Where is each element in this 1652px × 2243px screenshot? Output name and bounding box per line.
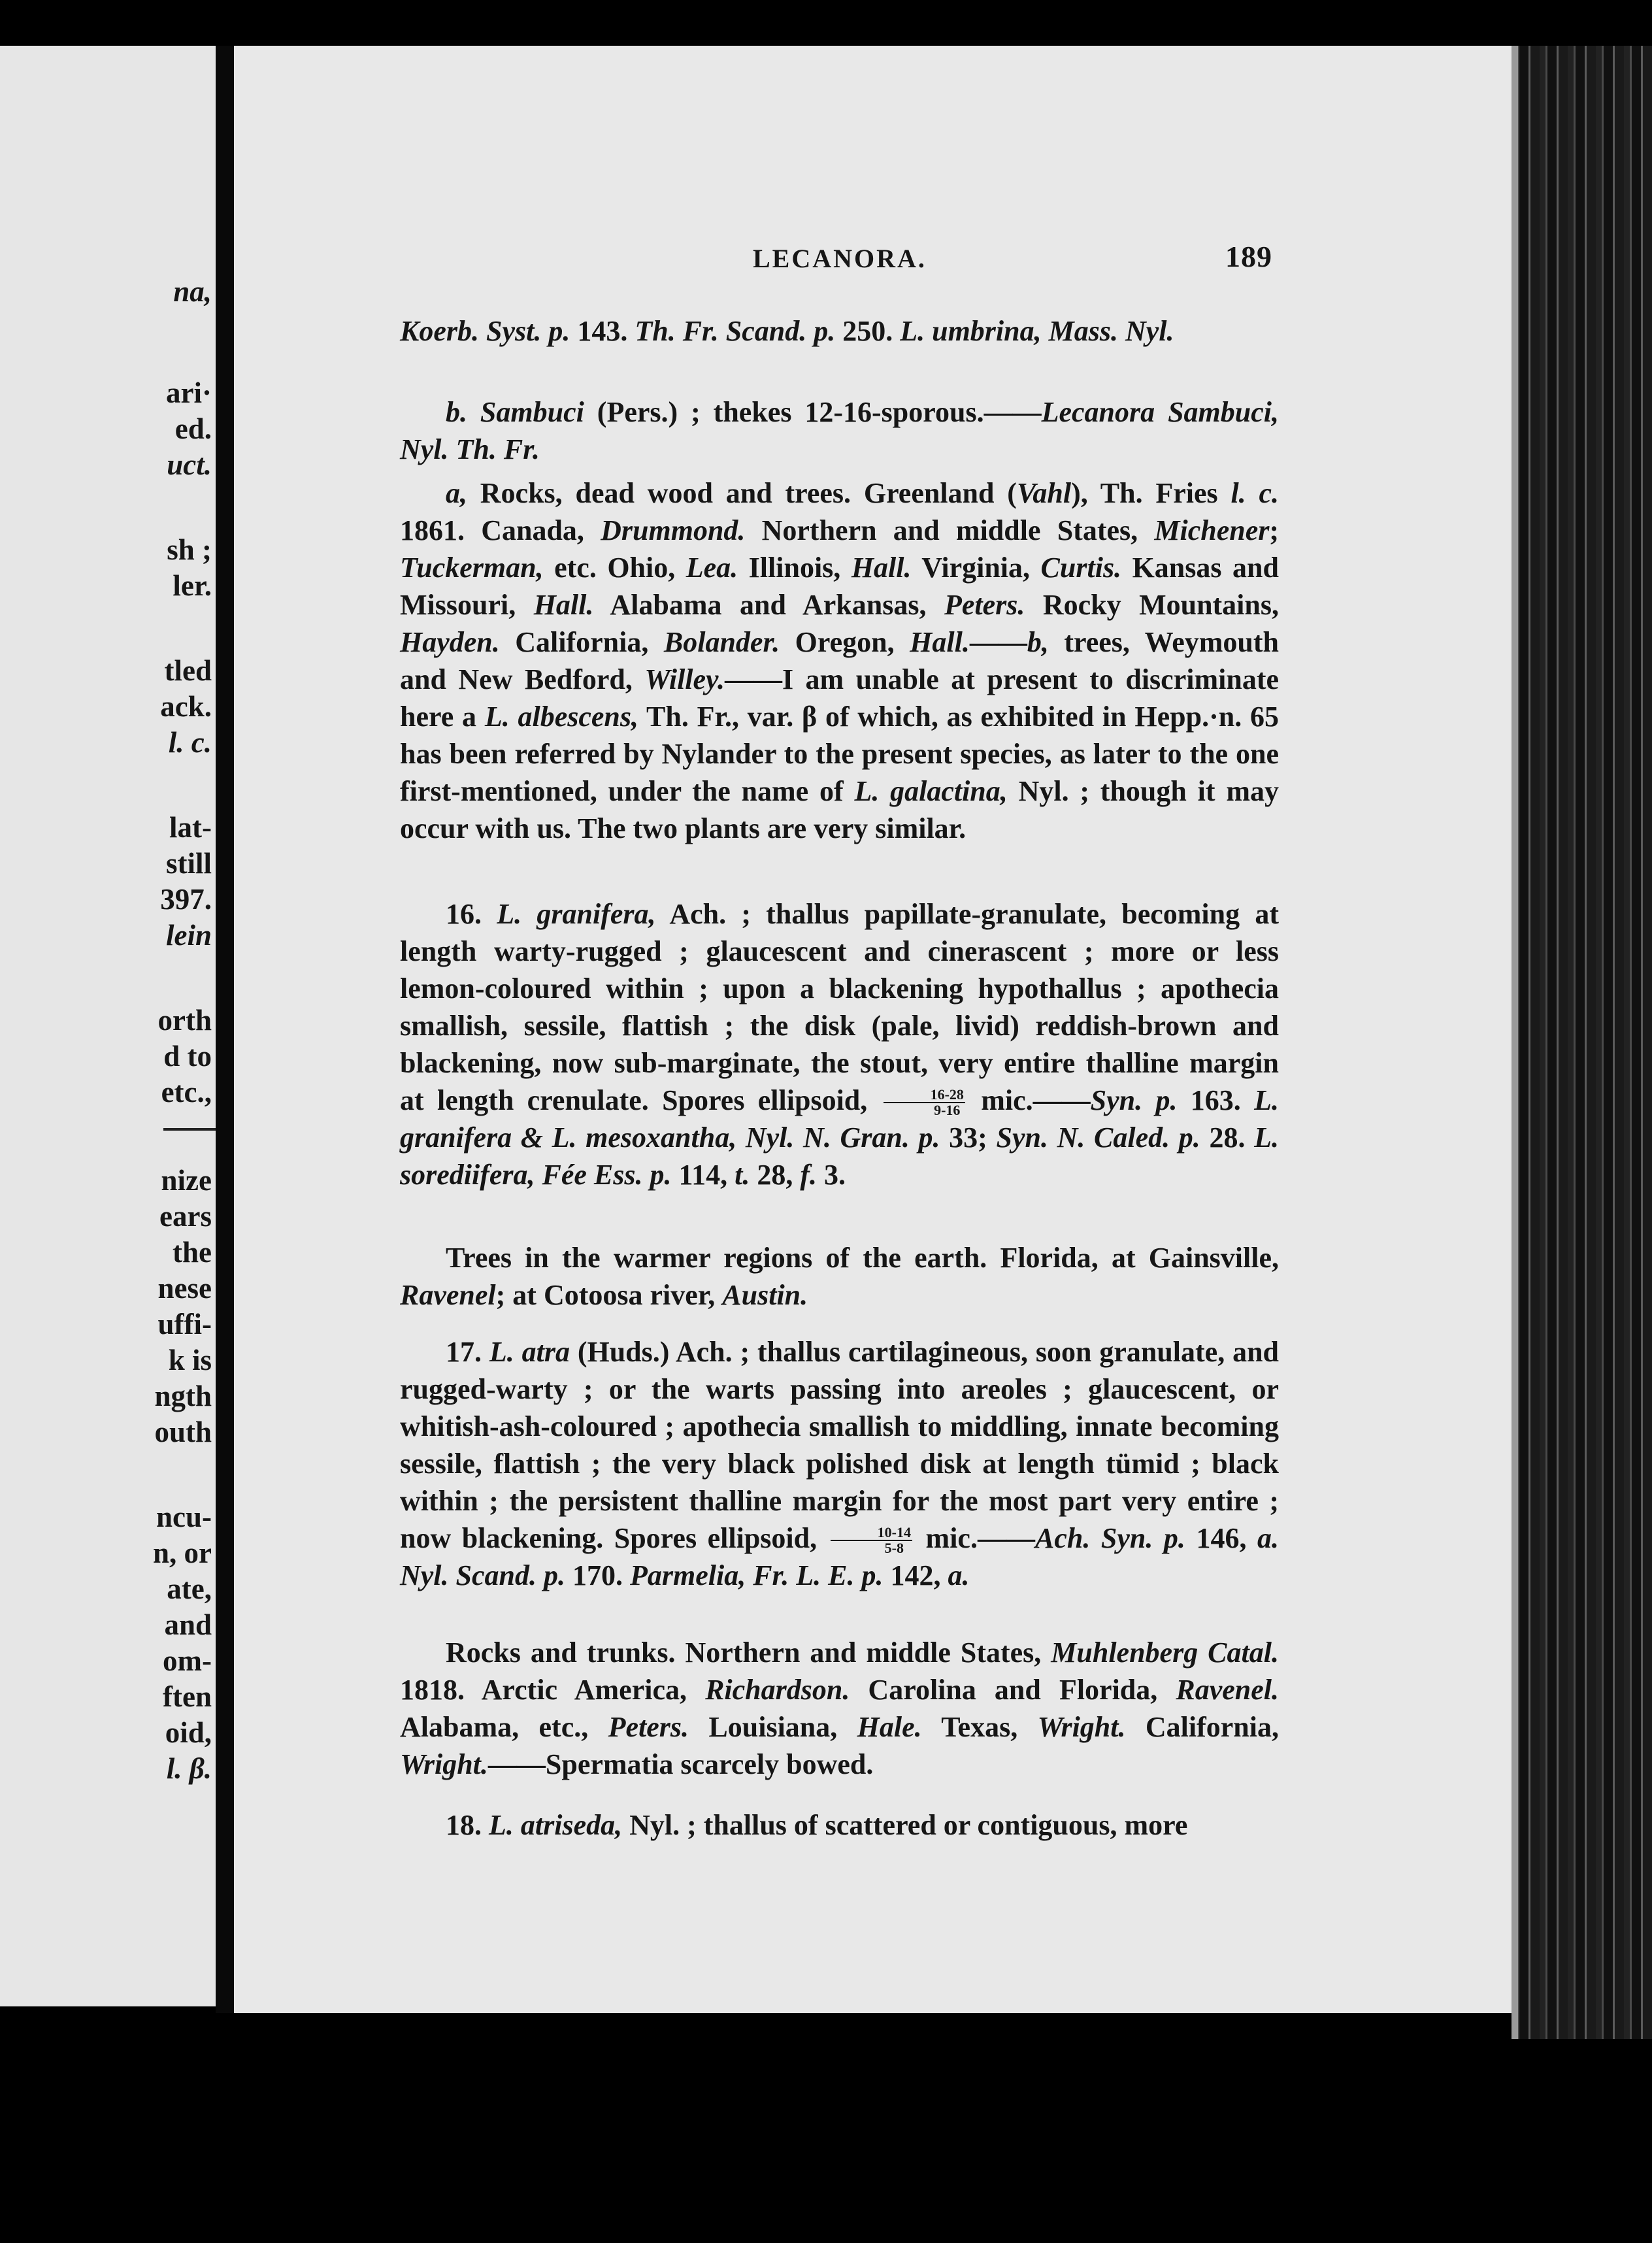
spore-size-fraction: $\frac{16-28}{9-16}$	[884, 1088, 965, 1118]
left-page-line: the	[173, 1236, 212, 1269]
left-page-line: nize	[161, 1164, 212, 1197]
left-page-line: tled	[164, 654, 212, 687]
left-page-line: om-	[163, 1644, 212, 1677]
left-page-line: uffi-	[157, 1308, 212, 1340]
left-page-line: uct.	[167, 448, 212, 481]
left-page-line: lein	[165, 919, 212, 952]
left-page-line: ack.	[160, 690, 212, 723]
page-number: 189	[1225, 240, 1272, 273]
left-page-line: and	[164, 1608, 212, 1641]
left-page-fragment	[0, 46, 216, 2006]
left-page-line: lat-	[169, 811, 212, 844]
paragraph-references: Koerb. Syst. p. 143. Th. Fr. Scand. p. 250. L. umbrina, Mass. Nyl.	[400, 315, 1174, 347]
paragraph-species-18: 18. L. atriseda, Nyl. ; thallus of scattered or contiguous, more	[446, 1809, 1188, 1841]
running-title: LECANORA.	[753, 244, 927, 273]
left-page-line: k is	[168, 1344, 212, 1376]
left-page-line: ari·	[166, 376, 212, 409]
left-page-line: oid,	[165, 1716, 212, 1749]
paragraph-habitat-17: Rocks and trunks. Northern and middle States, Muhlenberg Catal. 1818. Arctic America, Richardson. Carolina and Florida, Ravenel. Alabama, etc., Peters. Louisiana, Hale. Texas, Wright. California, Wright.——Spermatia scarcely bowed.	[400, 1637, 1279, 1780]
left-page-line: sh ;	[167, 533, 212, 566]
left-page-line: ears	[159, 1200, 212, 1233]
spore-size-fraction-17: $\frac{10-14}{5-8}$	[831, 1525, 912, 1555]
paragraph-habitat-a: a, Rocks, dead wood and trees. Greenland (Vahl), Th. Fries l. c. 1861. Canada, Drummond. Northern and middle States, Michener; Tuckerman, etc. Ohio, Lea. Illinois, Hall. Virginia, Curtis. Kansas and Missouri, Hall. Alabama and Arkansas, Peters. Rocky Mountains, Hayden. California, Bolander. Oregon, Hall.——b, trees, Weymouth and New Bedford, Willey.——I am unable at present to discriminate here a L. albescens, Th. Fr., var. β of which, as exhibited in Hepp.·n. 65 has been referred by Nylander to the present species, as later to the one first-mentioned, under the name of L. galactina, Nyl. ; though it may occur with us. The two plants are very similar.	[400, 477, 1280, 844]
page-edges	[1512, 46, 1652, 2039]
left-page-line: ften	[163, 1680, 212, 1713]
left-page-line: ler.	[173, 569, 212, 602]
page-edge-highlight	[1512, 46, 1518, 2039]
left-page-line: ncu-	[156, 1501, 212, 1533]
paragraph-species-16: 16. L. granifera, Ach. ; thallus papillate-granulate, becoming at length warty-rugged ; glaucescent and cinerascent ; more or less lemon-coloured within ; upon a blackening hypothallus ; apothecia smallish, sessile, flattish ; the disk (pale, livid) reddish-brown and blackening, now sub-marginate, the stout, very entire thalline margin at length crenulate. Spores ellipsoid, $\frac{16-28}{9-16}$ mic.——Syn. p. 163. L. granifera & L. mesoxantha, Nyl. N. Gran. p. 33; Syn. N. Caled. p. 28. L. sorediifera, Fée Ess. p. 114, t. 28, f. 3.	[400, 898, 1279, 1191]
left-page-line: orth	[157, 1004, 212, 1037]
left-page-line: l. β.	[166, 1752, 212, 1785]
paragraph-habitat-16: Trees in the warmer regions of the earth. Florida, at Gainsville, Ravenel; at Cotoosa river, Austin.	[400, 1242, 1279, 1311]
paragraph-species-17: 17. L. atra (Huds.) Ach. ; thallus cartilagineous, soon granulate, and rugged-warty ; or the warts passing into areoles ; glaucescent, or whitish-ash-coloured ; apothecia smallish to middling, innate becoming sessile, flattish ; the very black polished disk at length tümid ; black within ; the persistent thalline margin for the most part very entire ; now blackening. Spores ellipsoid, $\frac{10-14}{5-8}$ mic.——Ach. Syn. p. 146, a. Nyl. Scand. p. 170. Parmelia, Fr. L. E. p. 142, a.	[400, 1336, 1280, 1591]
left-page-line: ed.	[174, 412, 212, 445]
left-page-line: n, or	[153, 1537, 212, 1569]
left-page-line: d to	[163, 1040, 212, 1072]
left-page-line: na,	[173, 275, 212, 308]
left-page-line: still	[165, 847, 212, 880]
left-page-line: 397.	[160, 883, 212, 916]
left-page-line: etc.,	[161, 1076, 212, 1108]
paragraph-variety-b: b. Sambuci (Pers.) ; thekes 12-16-sporous.——Lecanora Sambuci, Nyl. Th. Fr.	[400, 396, 1279, 465]
left-page-rule	[163, 1128, 216, 1131]
left-page-line: ate,	[167, 1572, 212, 1605]
left-page-line: nese	[157, 1272, 212, 1304]
book-gutter	[216, 46, 235, 2013]
left-page-line: outh	[154, 1416, 212, 1448]
left-page-line: l. c.	[168, 726, 212, 759]
left-page-line: ngth	[154, 1380, 212, 1412]
